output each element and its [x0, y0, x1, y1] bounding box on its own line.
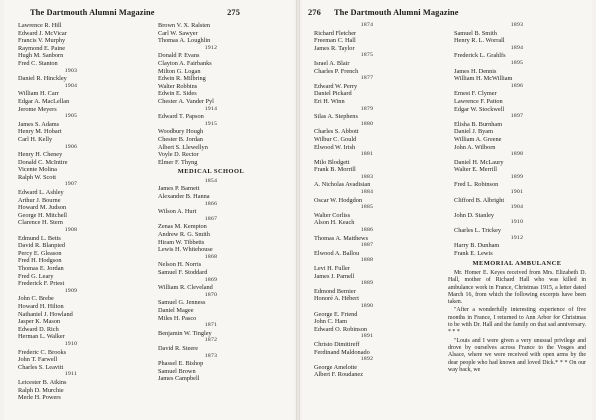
alumni-name: Albert S. Llewellyn — [158, 143, 208, 151]
alumni-name: Percy E. Gleason — [18, 249, 62, 257]
alumni-name: Samuel F. Stoddard — [158, 269, 208, 276]
class-year-heading: 1893 — [510, 22, 524, 28]
class-year-heading: 1895 — [510, 59, 524, 66]
name-list — [448, 22, 586, 257]
alumni-name: Samuel B. Smith — [454, 29, 497, 37]
alumni-name: Elisha B. Burnham — [454, 120, 503, 128]
alumni-name: Walter Robbins — [158, 82, 198, 90]
alumni-name: Elmer F. Thyng — [158, 158, 198, 166]
class-year-heading: 1908 — [64, 227, 78, 234]
article-paragraph: "After a wonderfully interesting experience of five months in France, I returned to Ann Arbor for Christmas to be with Dr. Hall and the family on that sad anniversary. * * * — [448, 307, 586, 336]
alumni-name: Frank E. Lewis — [454, 249, 493, 257]
alumni-name: Elwood W. Irish — [314, 143, 356, 151]
alumni-name: Chester A. Vander Pyl — [158, 97, 214, 105]
alumni-name: John C. Brebe — [18, 295, 54, 303]
memorial-ambulance-article — [448, 260, 586, 374]
alumni-name: Henry R. L. Worrall — [454, 37, 505, 45]
alumni-name: David R. Steere — [158, 344, 199, 352]
class-year-heading: 1888 — [360, 257, 374, 264]
alumni-name: Donald P. Evans — [158, 52, 200, 60]
class-year-heading: 1892 — [360, 356, 374, 363]
alumni-name: Alexander B. Hanna — [158, 193, 210, 201]
class-year-heading: 1854 — [204, 177, 218, 184]
class-year-heading: 1896 — [510, 82, 524, 89]
alumni-name: Richard Fletcher — [314, 29, 357, 37]
alumni-name: George H. Mitchell — [18, 211, 68, 219]
alumni-name: Thomas A. Matthews — [314, 234, 369, 242]
alumni-name: James J. Parnell — [314, 272, 355, 280]
alumni-name: Freeman C. Hall — [314, 37, 356, 45]
class-year-heading: 1872 — [204, 337, 218, 344]
alumni-name: Edward D. Rich — [18, 325, 59, 333]
alumni-name: Christo Dimitireff — [314, 340, 360, 348]
alumni-name: Thomas A. Loughlin — [158, 37, 211, 45]
magazine-title: The Dartmouth Alumni Magazine — [334, 8, 459, 17]
alumni-name: Vicente Molina — [18, 166, 57, 174]
alumni-name: Ernest F. Clymer — [454, 90, 497, 98]
alumni-name: John A. Wilborn — [454, 143, 496, 151]
alumni-name: David R. Blanpied — [18, 242, 66, 250]
alumni-name: Phassel E. Bishop — [158, 360, 204, 368]
magazine-title: The Dartmouth Alumni Magazine — [30, 8, 155, 17]
alumni-name: Clayton A. Fairbanks — [158, 59, 212, 67]
name-column-1 — [12, 22, 130, 402]
alumni-name: Raymond E. Paine — [18, 44, 66, 52]
class-year-heading: 1867 — [204, 215, 218, 222]
alumni-name: Frederick F. Priest — [18, 280, 65, 288]
alumni-name: Carl W. Sawyer — [158, 29, 198, 37]
alumni-name: Thomas E. Jordan — [18, 265, 64, 272]
alumni-name: Edgar A. MacLellan — [18, 97, 70, 105]
class-year-heading: 1880 — [360, 120, 374, 127]
alumni-name: Frederick L. Grahlfs — [454, 52, 506, 60]
section-heading: MEDICAL SCHOOL — [177, 168, 245, 176]
alumni-name: Jerome Meyers — [18, 105, 57, 113]
class-year-heading: 1873 — [204, 352, 218, 359]
class-year-heading: 1898 — [510, 151, 524, 158]
alumni-name: James P. Barnett — [158, 185, 200, 193]
alumni-name: Elwood A. Ballou — [314, 249, 360, 257]
class-year-heading: 1889 — [360, 280, 374, 287]
class-year-heading: 1886 — [360, 227, 374, 234]
class-year-heading: 1912 — [510, 234, 524, 241]
alumni-name: James H. Dennis — [454, 67, 497, 75]
alumni-name: Lawrence R. Hill — [18, 22, 62, 29]
alumni-name: Daniel J. Byam — [454, 128, 493, 136]
alumni-name: Merle H. Powers — [18, 394, 61, 402]
class-year-heading: 1894 — [510, 44, 524, 51]
alumni-name: Daniel Magee — [158, 306, 194, 314]
alumni-name: Woodbury Hough — [158, 128, 204, 136]
alumni-name: John C. Ham — [314, 318, 348, 326]
class-year-heading: 1903 — [64, 67, 78, 74]
class-year-heading: 1906 — [64, 143, 78, 150]
alumni-name: Ralph D. Murchie — [18, 386, 64, 394]
alumni-name: Silas A. Stephens — [314, 113, 358, 121]
alumni-name: Clifford B. Albright — [454, 196, 505, 204]
class-year-heading: 1877 — [360, 75, 374, 82]
class-year-heading: 1870 — [204, 291, 218, 298]
alumni-name: Hiram W. Tibbetts — [158, 238, 205, 246]
alumni-name: Wilson A. Hurt — [158, 208, 197, 216]
alumni-name: Edwin R. Milbring — [158, 75, 206, 83]
alumni-name: Honoré A. Hébert — [314, 295, 359, 303]
alumni-name: Edward T. Papson — [158, 113, 204, 121]
alumni-name: Samuel Brown — [158, 367, 196, 375]
alumni-name: Eri H. Winn — [314, 97, 345, 105]
alumni-name: Wilbur C. Gould — [314, 135, 357, 143]
alumni-name: George Amelotte — [314, 363, 358, 371]
class-year-heading: 1883 — [360, 173, 374, 180]
alumni-name: Edward L. Ashley — [18, 189, 64, 197]
alumni-name: Milo Blodgett — [314, 158, 350, 166]
class-year-heading: 1879 — [360, 105, 374, 112]
alumni-name: Herman L. Walker — [18, 333, 65, 341]
alumni-name: William A. Greene — [454, 135, 502, 143]
alumni-name: Edward O. Robinson — [314, 325, 367, 333]
alumni-name: Edward J. McVicar — [18, 29, 67, 37]
alumni-name: James S. Adams — [18, 120, 60, 128]
alumni-name: Fred H. Hodgson — [18, 257, 62, 265]
alumni-name: Daniel H. McLaury — [454, 158, 504, 166]
alumni-name: William H. McWilliam — [454, 75, 513, 83]
class-year-heading: 1907 — [64, 181, 78, 188]
alumni-name: Harry B. Dunham — [454, 242, 500, 250]
class-year-heading: 1910 — [64, 340, 78, 347]
alumni-name: Lawrence F. Patton — [454, 97, 503, 105]
alumni-name: Daniel Pickard — [314, 90, 352, 98]
class-year-heading: 1875 — [360, 52, 374, 59]
alumni-name: Andrew R. G. Smith — [158, 231, 210, 239]
class-year-heading: 1897 — [510, 113, 524, 120]
alumni-name: Nathaniel J. Howland — [18, 310, 73, 318]
alumni-name: Oscar W. Hodgdon — [314, 196, 363, 204]
name-column-1 — [308, 22, 426, 379]
class-year-heading: 1881 — [360, 151, 374, 158]
alumni-name: Miles H. Pasco — [158, 314, 197, 322]
alumni-name: Jasper K. Mason — [18, 318, 61, 326]
alumni-name: Brown V. X. Ralsten — [158, 22, 211, 29]
class-year-heading: 1871 — [204, 322, 218, 329]
alumni-name: Benjamin W. Tingley — [158, 329, 212, 337]
alumni-name: William R. Cleveland — [158, 284, 213, 292]
alumni-name: Albert F. Roudanez — [314, 371, 363, 379]
alumni-name: Fred L. Robinson — [454, 181, 499, 189]
right-page — [302, 0, 592, 420]
alumni-name: Howard H. Hilton — [18, 302, 64, 310]
article-body — [448, 270, 586, 374]
class-year-heading: 1911 — [64, 371, 78, 378]
alumni-name: James Campbell — [158, 375, 200, 383]
name-column-2 — [152, 22, 270, 383]
alumni-name: Nelson H. Norris — [158, 261, 202, 269]
name-column-2 — [448, 22, 586, 375]
article-paragraph: "Louis and I were given a very unusual privilege and drove by ourselves across France to the Vosges and Alsace, where we were received with open arms by the dear people who had known and loved Dick.* * * On our way back, we — [448, 337, 586, 373]
alumni-name: Lewis H. Whitehouse — [158, 246, 213, 254]
alumni-name: A. Nicholas Avadisian — [314, 181, 371, 189]
class-year-heading: 1868 — [204, 253, 218, 260]
alumni-name: William H. Carr — [18, 90, 59, 98]
class-year-heading: 1910 — [510, 219, 524, 226]
class-year-heading: 1887 — [360, 242, 374, 249]
alumni-name: Francis V. Murphy — [18, 37, 66, 45]
article-paragraph: Mr. Homer E. Keyes received from Mrs. Elizabeth D. Hall, mother of Richard Hall who was killed in ambulance work in France, Christmas 1915, a letter dated March 16, from which the following excerpts have been taken. — [448, 270, 586, 306]
class-year-heading: 1909 — [64, 287, 78, 294]
alumni-name: Alson H. Keach — [314, 219, 355, 227]
alumni-name: Arthur J. Bourne — [18, 196, 61, 204]
alumni-name: Frank B. Morrill — [314, 166, 356, 174]
alumni-name: Carl H. Kelly — [18, 135, 53, 143]
class-year-heading: 1866 — [204, 200, 218, 207]
alumni-name: Milton G. Logan — [158, 67, 201, 75]
page-header — [308, 8, 586, 20]
alumni-name: Voyle D. Rector — [158, 151, 199, 159]
alumni-name: Walter E. Merrill — [454, 166, 498, 174]
alumni-name: Charles P. French — [314, 67, 359, 75]
book-gutter — [296, 0, 300, 420]
class-year-heading: 1912 — [204, 44, 218, 51]
class-year-heading: 1899 — [510, 173, 524, 180]
alumni-name: Edward W. Perry — [314, 82, 358, 90]
alumni-name: Leicester B. Atkins — [18, 378, 67, 386]
class-year-heading: 1901 — [510, 189, 524, 196]
class-year-heading: 1905 — [64, 113, 78, 120]
alumni-name: Chester B. Jordan — [158, 135, 203, 143]
alumni-name: Charles S. Leavitt — [18, 363, 64, 371]
alumni-name: Israel A. Blair — [314, 59, 350, 67]
class-year-heading: 1891 — [360, 333, 374, 340]
alumni-name: Clarence H. Stern — [18, 219, 63, 227]
alumni-name: Edmund L. Betts — [18, 234, 61, 242]
class-year-heading: 1869 — [204, 276, 218, 283]
alumni-name: Ferdinand Maldonado — [314, 348, 370, 356]
class-year-heading: 1904 — [64, 82, 78, 89]
class-year-heading: 1914 — [204, 105, 218, 112]
alumni-name: Howard M. Judson — [18, 204, 67, 212]
alumni-name: George E. Friend — [314, 310, 358, 318]
alumni-name: Edmond Bernier — [314, 287, 356, 295]
page-header — [10, 8, 288, 20]
article-heading: MEMORIAL AMBULANCE — [472, 260, 562, 268]
alumni-name: Ralph W. Scott — [18, 173, 56, 181]
class-year-heading: 1885 — [360, 204, 374, 211]
alumni-name: Donald C. McIntire — [18, 158, 68, 166]
alumni-name: John T. Farwell — [18, 356, 58, 364]
alumni-name: Zenas M. Kempton — [158, 223, 207, 231]
alumni-name: Samuel G. Jenness — [158, 299, 206, 307]
alumni-name: Fred C. Stanton — [18, 59, 58, 67]
left-page — [4, 0, 294, 420]
alumni-name: Charles L. Trickey — [454, 227, 502, 235]
class-year-heading: 1890 — [360, 302, 374, 309]
alumni-name: James R. Taylor — [314, 44, 355, 52]
class-year-heading: 1904 — [510, 204, 524, 211]
alumni-name: Frederic C. Brooks — [18, 348, 67, 356]
page-number: 275 — [227, 8, 240, 17]
alumni-name: Daniel R. Hinckley — [18, 75, 67, 83]
alumni-name: Walter Corliss — [314, 211, 351, 219]
alumni-name: Edgar W. Stockwell — [454, 105, 505, 113]
class-year-heading: 1874 — [360, 22, 374, 28]
alumni-name: Charles S. Abbott — [314, 128, 359, 136]
page-number: 276 — [308, 8, 321, 17]
alumni-name: Edwin E. Sides — [158, 90, 197, 98]
class-year-heading: 1884 — [360, 189, 374, 196]
alumni-name: Henry M. Hobart — [18, 128, 62, 136]
alumni-name: Levi H. Fuller — [314, 265, 350, 272]
alumni-name: John D. Stanley — [454, 211, 495, 219]
alumni-name: Henry H. Cheney — [18, 151, 63, 159]
alumni-name: Hugh M. Sanborn — [18, 52, 64, 60]
alumni-name: Fred G. Leary — [18, 272, 54, 280]
class-year-heading: 1915 — [204, 120, 218, 127]
